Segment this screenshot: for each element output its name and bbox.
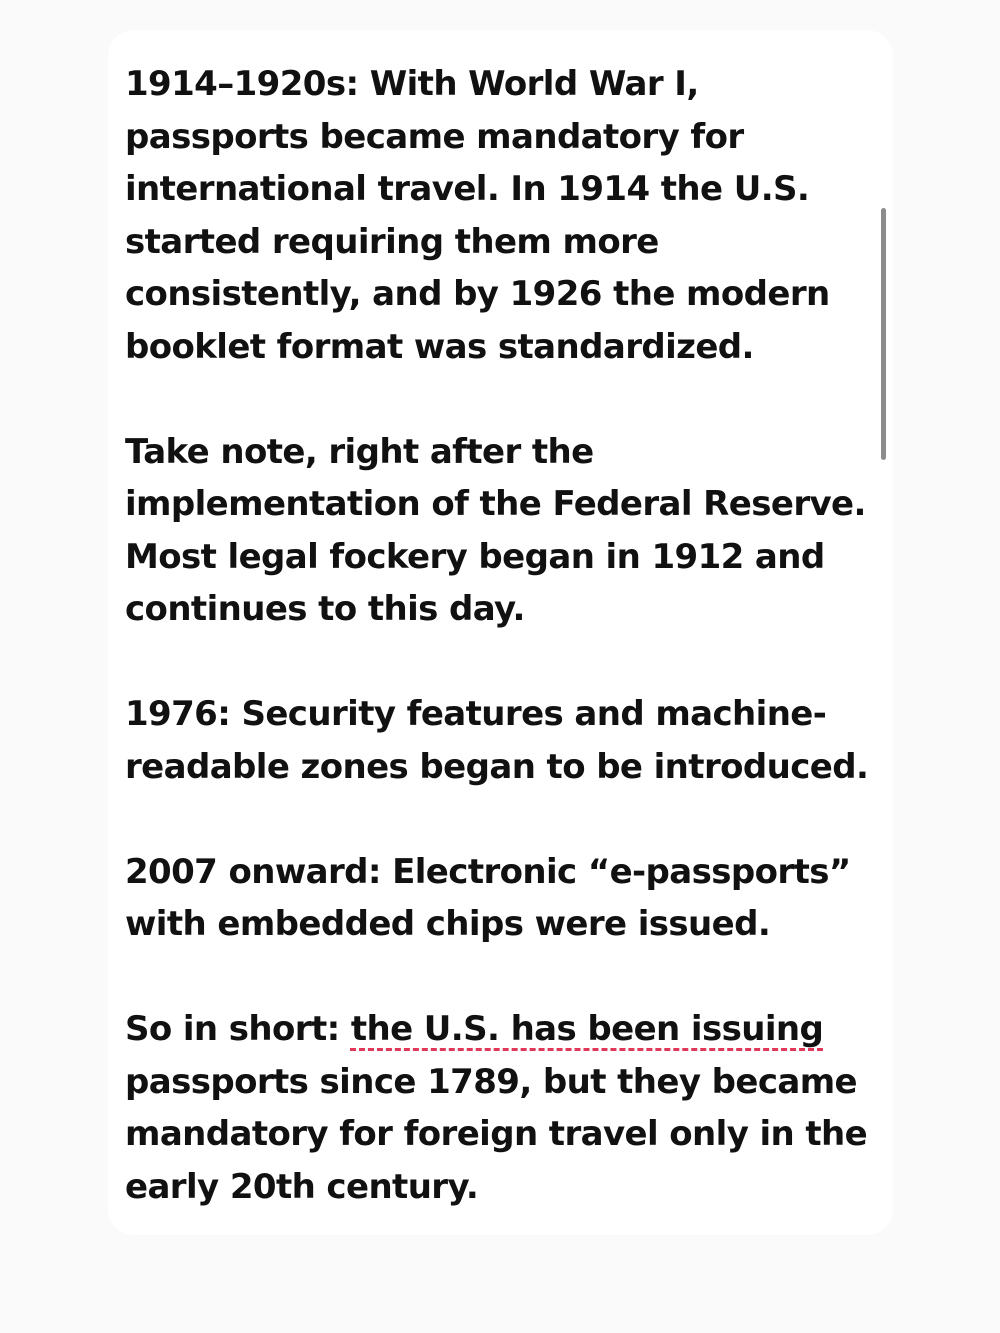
text-line: consistently, and by 1926 the modern — [125, 274, 830, 314]
paragraph-federal-reserve — [125, 426, 895, 636]
summary-prefix: So in short: — [125, 1009, 351, 1049]
text-line: started requiring them more — [125, 221, 659, 262]
text-line: 1976: Security features and machine- — [125, 694, 827, 734]
post-text — [125, 58, 895, 1213]
scrollbar[interactable] — [881, 208, 886, 460]
paragraph-summary — [125, 1003, 895, 1213]
text-line: international travel. In 1914 the U.S. — [125, 169, 810, 209]
text-line: Take note, right after the — [125, 431, 594, 472]
paragraph-1976 — [125, 688, 895, 793]
spellcheck-underlined-text[interactable]: the U.S. has been issuing — [350, 1009, 824, 1049]
text-line: passports became mandatory for — [125, 116, 744, 157]
text-line: booklet format was standardized. — [125, 326, 754, 367]
text-line: continues to this day. — [125, 589, 525, 629]
text-line: Most legal fockery began in 1912 and — [125, 536, 825, 577]
text-line: early 20th century. — [125, 1166, 479, 1207]
text-line: passports since 1789, but they became — [125, 1061, 858, 1102]
text-line: 2007 onward: Electronic “e-passports” — [125, 851, 851, 892]
paragraph-1914 — [125, 58, 895, 373]
text-line: readable zones began to be introduced. — [125, 746, 869, 787]
text-line: implementation of the Federal Reserve. — [125, 484, 866, 524]
text-line — [125, 1003, 895, 1056]
text-line: mandatory for foreign travel only in the — [125, 1114, 868, 1154]
text-line: 1914–1920s: With World War I, — [125, 64, 699, 104]
text-line: with embedded chips were issued. — [125, 904, 771, 944]
paragraph-2007 — [125, 846, 895, 951]
